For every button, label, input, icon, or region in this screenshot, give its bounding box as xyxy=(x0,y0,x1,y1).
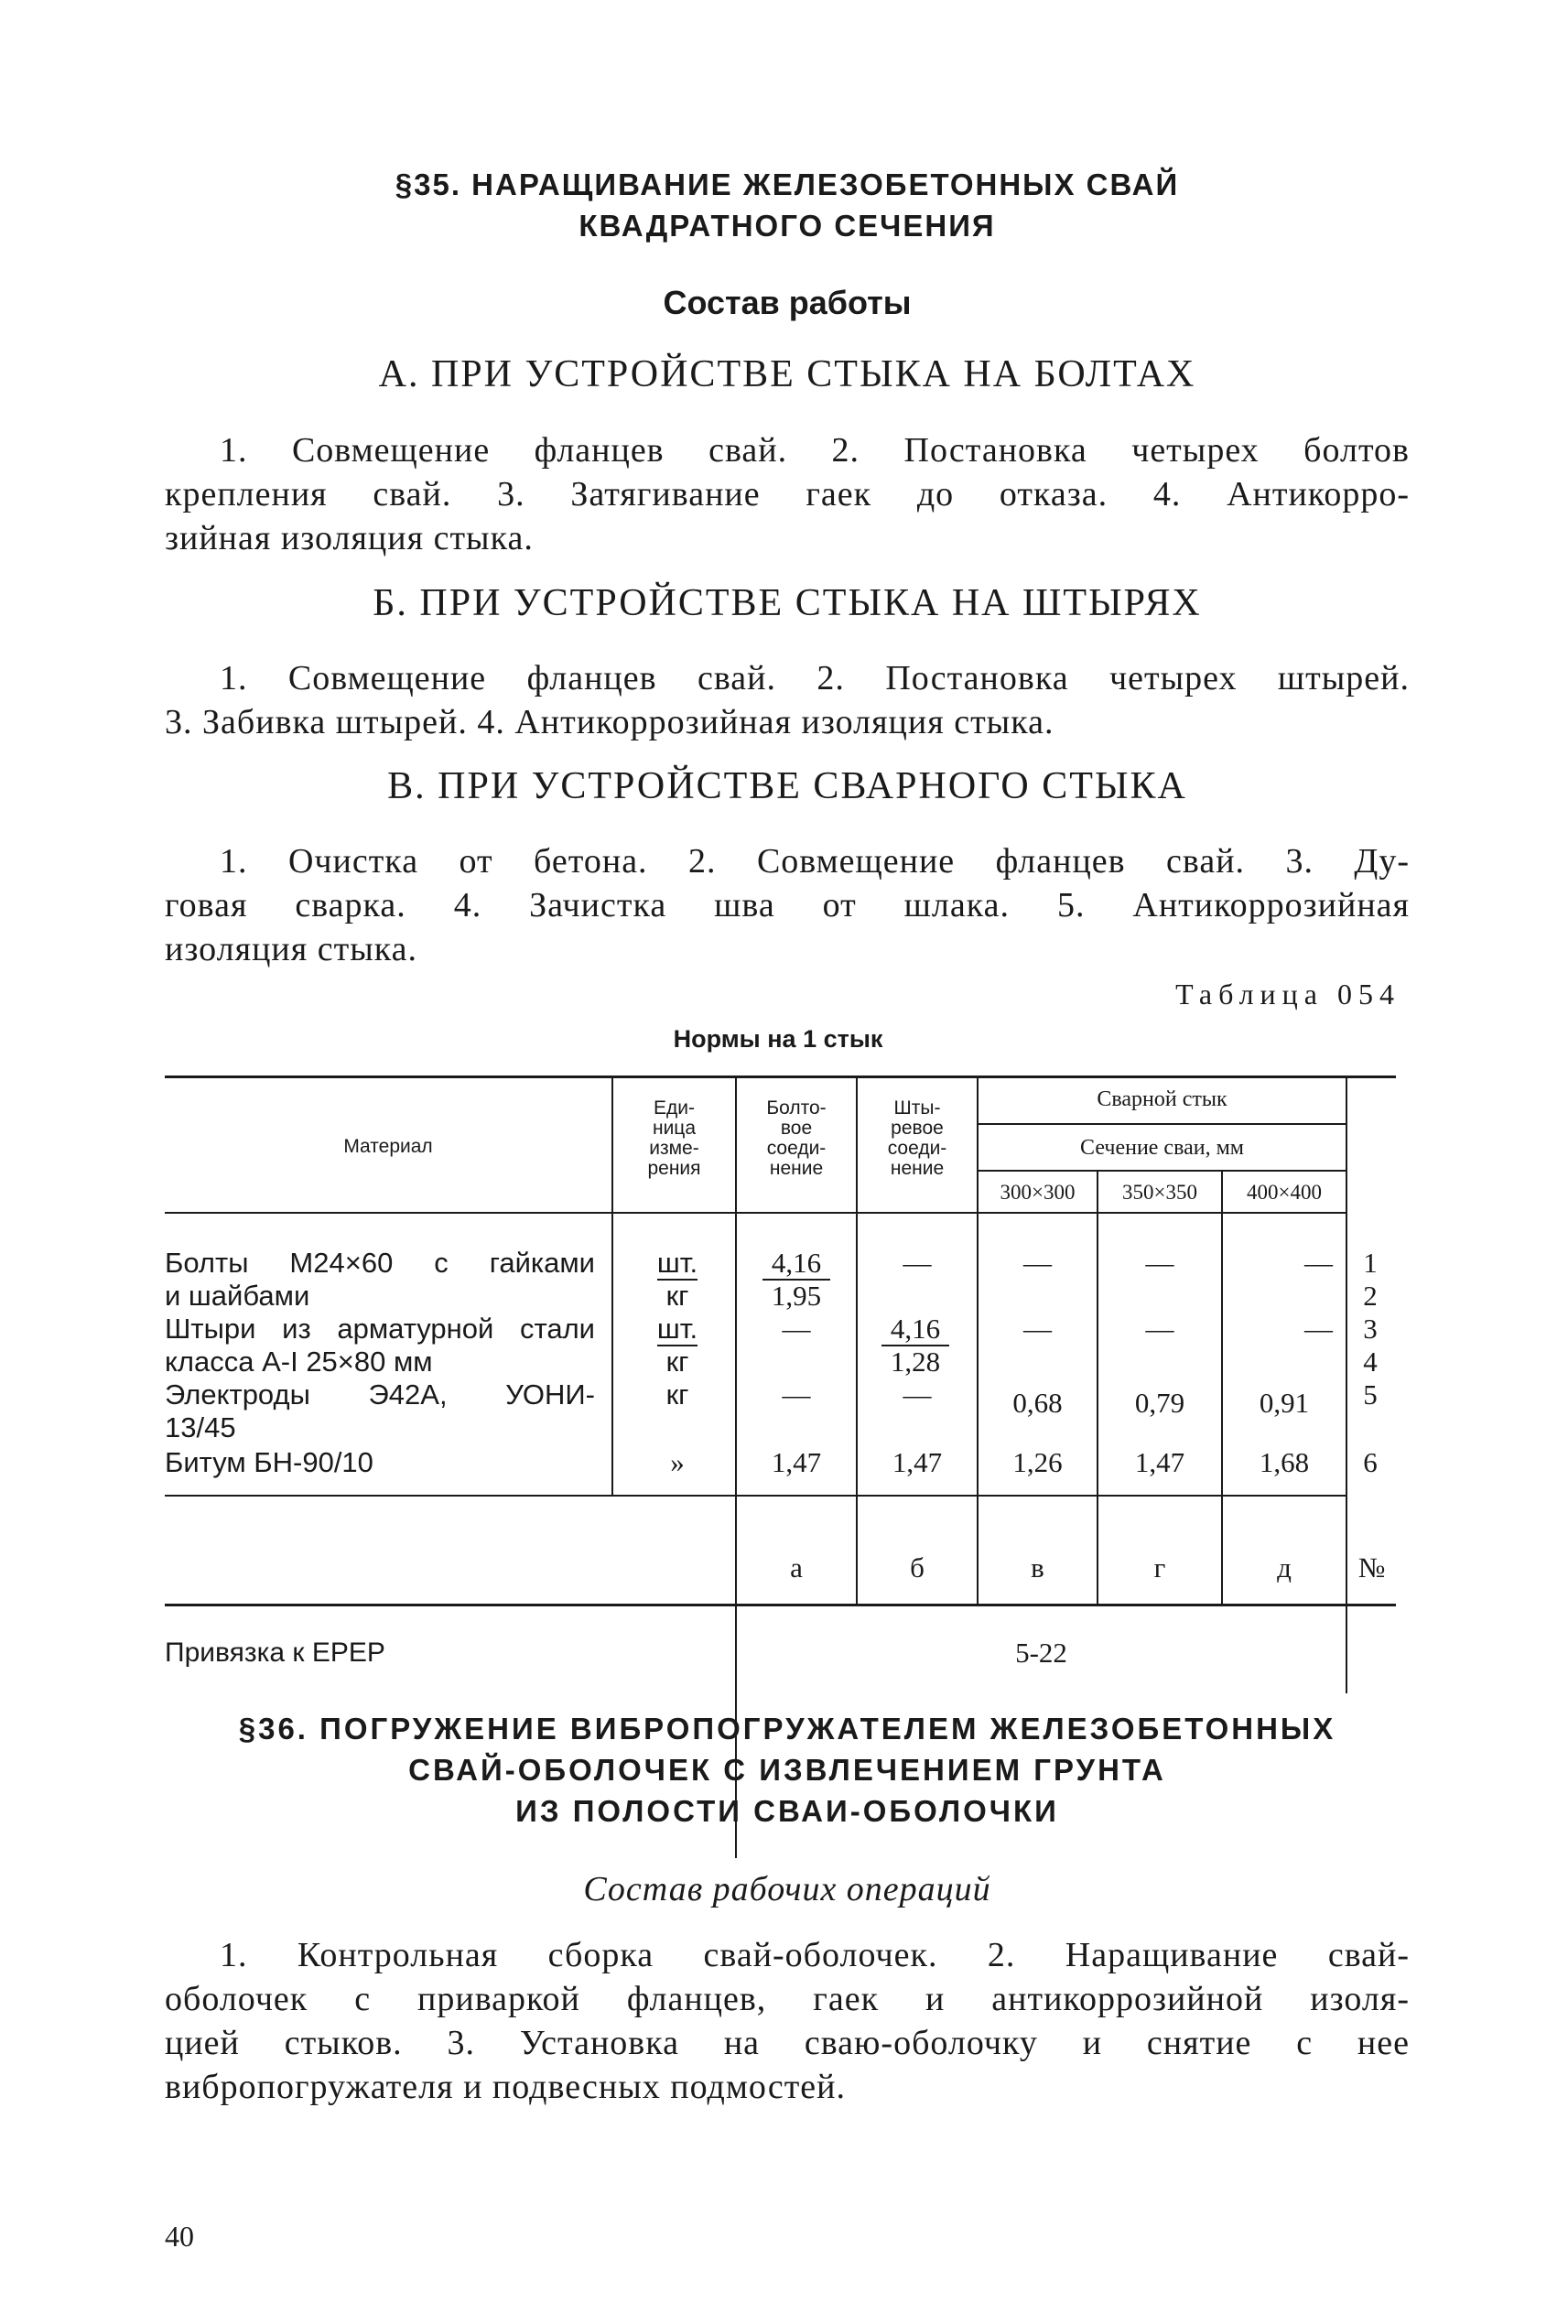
part-a-title: А. ПРИ УСТРОЙСТВЕ СТЫКА НА БОЛТАХ xyxy=(378,353,1196,395)
text-line: 1. Совмещение фланцев свай. 2. Постановка четырех штырей. xyxy=(220,659,1410,697)
letters-bottom-rule xyxy=(165,1604,1396,1606)
part-c-title: В. ПРИ УСТРОЙСТВЕ СВАРНОГО СТЫКА xyxy=(387,765,1187,807)
binding-label: Привязка к ЕРЕР xyxy=(165,1638,385,1668)
header-unit-line: изме- xyxy=(649,1138,699,1159)
row-number: 5 xyxy=(1363,1378,1378,1411)
welded-400-cell: 1,68 xyxy=(1259,1446,1310,1478)
row-number: 2 xyxy=(1363,1280,1378,1312)
welded-400-cell: 0,91 xyxy=(1259,1387,1310,1419)
column-letter: г xyxy=(1153,1551,1166,1584)
unit-cell: кг xyxy=(665,1346,689,1378)
section36-title-line1: §36. ПОГРУЖЕНИЕ ВИБРОПОГРУЖАТЕЛЕМ ЖЕЛЕЗОБЕТОННЫХ xyxy=(238,1712,1336,1746)
table-caption: Нормы на 1 стык xyxy=(673,1025,883,1053)
unit-cell: кг xyxy=(665,1378,689,1411)
unit-cell: шт. xyxy=(656,1313,698,1345)
bolted-cell: — xyxy=(782,1378,811,1411)
header-pinned-line: Шты- xyxy=(893,1097,941,1119)
header-welded: Сварной стык xyxy=(1097,1087,1227,1111)
header-bolted-line: вое xyxy=(780,1118,813,1139)
header-unit-line: ница xyxy=(652,1118,697,1139)
welded-400-cell: — xyxy=(1304,1247,1333,1279)
header-size-350: 350×350 xyxy=(1122,1181,1197,1204)
welded-300-cell: 0,68 xyxy=(1012,1387,1063,1419)
text-line: говая сварка. 4. Зачистка шва от шлака. 5. Антикоррозийная xyxy=(165,886,1410,924)
bolted-cell: 4,16 xyxy=(762,1247,830,1281)
header-pinned-line: соеди- xyxy=(887,1138,947,1159)
bolted-cell: 1,47 xyxy=(771,1446,822,1478)
section35-title-line2: КВАДРАТНОГО СЕЧЕНИЯ xyxy=(579,209,996,243)
welded-400-cell: — xyxy=(1304,1313,1333,1345)
header-unit xyxy=(613,1098,735,1179)
text-line: 3. Забивка штырей. 4. Антикоррозийная изоляция стыка. xyxy=(165,703,1054,741)
text-line: 1. Контрольная сборка свай-оболочек. 2. Наращивание свай- xyxy=(220,1936,1410,1974)
column-letter: а xyxy=(790,1551,803,1584)
material-line: Штыри из арматурной стали xyxy=(165,1313,595,1345)
part-c-text xyxy=(165,839,1410,971)
welded-300-cell: 1,26 xyxy=(1012,1446,1063,1478)
operations-heading: Состав рабочих операций xyxy=(583,1870,991,1908)
welded-350-cell: — xyxy=(1145,1313,1174,1345)
section-header-rule xyxy=(977,1170,1346,1172)
header-material: Материал xyxy=(343,1136,433,1157)
header-bolted-line: соеди- xyxy=(766,1138,827,1159)
header-unit-line: рения xyxy=(647,1158,701,1179)
material-line: и шайбами xyxy=(165,1280,310,1312)
material-line: Болты М24×60 с гайками xyxy=(165,1247,595,1279)
text-line: 1. Совмещение фланцев свай. 2. Постановка четырех болтов xyxy=(220,431,1410,470)
pinned-cell: — xyxy=(903,1378,932,1411)
text-line: изоляция стыка. xyxy=(165,930,417,968)
material-line: Электроды Э42А, УОНИ- xyxy=(165,1378,595,1411)
header-bottom-rule xyxy=(165,1212,1346,1214)
unit-cell: шт. xyxy=(656,1247,698,1279)
header-bolted-line: Болто- xyxy=(766,1097,827,1119)
body-bottom-rule xyxy=(165,1495,1346,1497)
row-number: 1 xyxy=(1363,1247,1378,1279)
header-section: Сечение сваи, мм xyxy=(1080,1136,1244,1160)
header-pinned-line: ревое xyxy=(891,1118,944,1139)
section36-title-line3: ИЗ ПОЛОСТИ СВАИ-ОБОЛОЧКИ xyxy=(515,1794,1059,1828)
welded-350-cell: 1,47 xyxy=(1134,1446,1185,1478)
column-letter: д xyxy=(1277,1551,1292,1584)
material-line: Битум БН-90/10 xyxy=(165,1446,373,1478)
table-label: Таблица 054 xyxy=(1175,978,1400,1011)
header-bolted-line: нение xyxy=(769,1158,824,1179)
unit-cell: » xyxy=(670,1446,685,1478)
column-letter: в xyxy=(1031,1551,1044,1584)
text-line: оболочек с приваркой фланцев, гаек и антикоррозийной изоля- xyxy=(165,1980,1410,2018)
column-letter: б xyxy=(910,1551,925,1584)
header-unit-line: Еди- xyxy=(654,1097,695,1119)
header-size-400: 400×400 xyxy=(1247,1181,1322,1204)
header-pinned xyxy=(858,1098,977,1179)
text-line: крепления свай. 3. Затягивание гаек до отказа. 4. Антикорро- xyxy=(165,475,1410,513)
header-size-300: 300×300 xyxy=(1000,1181,1076,1204)
part-a-text xyxy=(165,428,1410,560)
section36-text xyxy=(165,1933,1410,2109)
material-line: класса А-I 25×80 мм xyxy=(165,1346,433,1378)
section35-title-line1: §35. НАРАЩИВАНИЕ ЖЕЛЕЗОБЕТОННЫХ СВАЙ xyxy=(395,168,1180,201)
welded-header-rule xyxy=(977,1123,1346,1125)
text-line: цией стыков. 3. Установка на сваю-оболочку и снятие с нее xyxy=(165,2024,1410,2062)
number-sign: № xyxy=(1357,1551,1386,1584)
row-number: 3 xyxy=(1363,1313,1378,1345)
pinned-cell: 1,28 xyxy=(890,1346,941,1378)
table-top-rule xyxy=(165,1076,1396,1078)
pinned-cell: 4,16 xyxy=(881,1313,949,1346)
unit-cell: кг xyxy=(665,1280,689,1312)
text-line: зийная изоляция стыка. xyxy=(165,519,534,557)
material-line: 13/45 xyxy=(165,1411,236,1443)
text-line: 1. Очистка от бетона. 2. Совмещение фланцев свай. 3. Ду- xyxy=(220,842,1410,881)
composition-heading: Состав работы xyxy=(663,284,912,321)
pinned-cell: — xyxy=(903,1247,932,1279)
text-line: вибропогружателя и подвесных подмостей. xyxy=(165,2068,847,2106)
header-bolted xyxy=(737,1098,856,1179)
bolted-cell: 1,95 xyxy=(771,1280,822,1312)
row-number: 4 xyxy=(1363,1346,1378,1378)
section36-title-line2: СВАЙ-ОБОЛОЧЕК С ИЗВЛЕЧЕНИЕМ ГРУНТА xyxy=(408,1753,1166,1787)
binding-value: 5-22 xyxy=(1015,1637,1067,1669)
pinned-cell: 1,47 xyxy=(892,1446,943,1478)
bolted-cell: — xyxy=(782,1313,811,1345)
welded-350-cell: 0,79 xyxy=(1134,1387,1185,1419)
header-pinned-line: нение xyxy=(890,1158,945,1179)
page-number: 40 xyxy=(165,2220,194,2253)
part-b-title: Б. ПРИ УСТРОЙСТВЕ СТЫКА НА ШТЫРЯХ xyxy=(373,582,1202,624)
row-number: 6 xyxy=(1363,1446,1378,1478)
welded-300-cell: — xyxy=(1023,1247,1052,1279)
welded-350-cell: — xyxy=(1145,1247,1174,1279)
welded-300-cell: — xyxy=(1023,1313,1052,1345)
part-b-text xyxy=(165,656,1410,744)
